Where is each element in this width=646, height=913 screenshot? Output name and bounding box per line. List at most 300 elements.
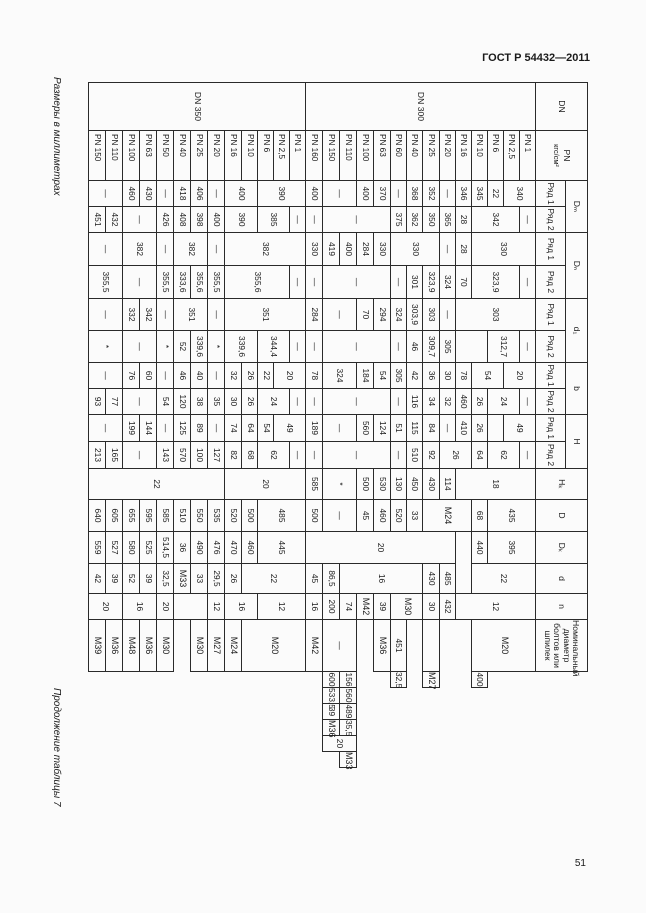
header-row2: Ряд 2: [536, 331, 566, 363]
pn-cell: PN 60: [391, 131, 407, 181]
cell-hk: 20: [306, 532, 456, 564]
header-dm: Dₘ: [566, 181, 588, 233]
table-row: [306, 83, 323, 768]
cell-dk: 451: [391, 620, 407, 672]
cell-D: 500: [242, 500, 258, 532]
cell-b1: —: [157, 363, 174, 389]
header-d-hole: d: [536, 564, 588, 594]
cell-b1: 26: [472, 389, 488, 415]
cell-D: 485: [440, 564, 456, 594]
cell-d: 52: [123, 564, 140, 594]
cell-bolt: M24: [423, 500, 472, 532]
cell-b1: 76: [123, 363, 140, 389]
cell-dm1: —: [157, 181, 174, 207]
cell-h1: 64: [472, 442, 488, 469]
cell-h1: —: [89, 415, 123, 442]
cell-b2: 26: [242, 389, 258, 415]
table-body: [89, 83, 536, 768]
cell-dm1: 370: [374, 181, 391, 207]
pn-cell: PN 16: [456, 131, 472, 181]
cell-bolt: M33: [340, 751, 357, 767]
header-b: b: [566, 363, 588, 415]
cell-b1: 22: [258, 363, 274, 389]
cell-dm2: 398: [191, 207, 208, 233]
cell-b1: 36: [423, 363, 440, 389]
cell-d11: 294: [374, 299, 391, 331]
cell-d12: 344,4: [258, 331, 290, 363]
pn-cell: PN 100: [357, 131, 374, 181]
table-row: [357, 83, 374, 768]
pn-cell: PN 110: [340, 131, 357, 181]
cell-d: 30: [423, 594, 440, 620]
cell-D: 485: [258, 500, 306, 532]
cell-dn2: 355,5: [89, 266, 123, 299]
table-row: [440, 83, 456, 768]
cell-h2: 68: [242, 442, 258, 469]
cell-d11: 351: [225, 299, 306, 331]
cell-D: 605: [106, 500, 123, 532]
table-row: [174, 83, 191, 768]
cell-dn2: 324: [323, 363, 357, 389]
cell-dn1: 330: [391, 233, 440, 266]
cell-dn1: 330: [374, 233, 391, 266]
cell-d: 26: [440, 442, 472, 469]
cell-dm2: 362: [407, 207, 423, 233]
cell-bolt: M27: [423, 672, 440, 688]
cell-h2: —: [290, 442, 306, 469]
cell-b2: —: [290, 389, 306, 415]
cell-b1: 60: [140, 363, 157, 389]
cell-h1: 84: [423, 415, 440, 442]
cell-b1: —: [208, 363, 225, 389]
cell-d12: 312,7: [488, 331, 520, 363]
table-row: [391, 83, 407, 768]
cell-dn1: —: [440, 233, 456, 266]
cell-dm2: 375: [391, 207, 407, 233]
cell-D: 440: [472, 532, 488, 564]
cell-b2: 35: [208, 389, 225, 415]
cell-D: 585: [157, 500, 174, 532]
cell-b1: 26: [242, 363, 258, 389]
cell-d12: —: [323, 331, 391, 363]
table-row: [123, 83, 140, 768]
cell-d11: 301: [407, 266, 423, 299]
cell-b1: —: [323, 500, 357, 532]
cell-bolt: M27: [208, 620, 225, 672]
cell-dn2: 323,9: [472, 266, 520, 299]
cell-D: 570: [174, 442, 191, 469]
cell-n: 12: [258, 594, 306, 620]
cell-dn1: —: [157, 233, 174, 266]
cell-h2: 213: [89, 442, 106, 469]
header-dn: DN: [536, 83, 588, 131]
cell-b2: 24: [488, 389, 520, 415]
cell-b2: 24: [258, 389, 290, 415]
cell-d11: 342: [140, 299, 157, 331]
cell-b2: 28: [456, 233, 472, 266]
cell-d12: —: [306, 331, 323, 363]
cell-dn1: 330: [306, 233, 323, 266]
cell-dn2: 355,6: [191, 266, 208, 299]
cell-dn2: —: [290, 266, 306, 299]
cell-D: 520: [225, 500, 242, 532]
cell-h2: 62: [258, 442, 290, 469]
cell-h2: —: [306, 442, 323, 469]
cell-d: 45: [306, 564, 323, 594]
cell-dm1: 418: [174, 181, 191, 207]
header-pn-unit: кгс/см²: [552, 144, 562, 167]
units-note-text: Размеры в миллиметрах: [51, 77, 62, 196]
cell-d12: 333,6: [174, 266, 191, 299]
cell-dm2: —: [123, 207, 157, 233]
header-pn: [536, 131, 588, 181]
page-number: 51: [574, 858, 586, 869]
cell-b2: 38: [191, 389, 208, 415]
pn-cell: PN 100: [123, 131, 140, 181]
cell-b1: 32: [225, 363, 242, 389]
cell-dn2: 355,5: [208, 266, 225, 299]
pn-cell: PN 25: [191, 131, 208, 181]
cell-n: 16: [225, 594, 258, 620]
cell-D: 535: [208, 500, 225, 532]
cell-dk: 500: [357, 469, 374, 500]
cell-b1: 54: [374, 363, 391, 389]
pn-cell: PN 20: [440, 131, 456, 181]
cell-b2: 51: [391, 415, 407, 442]
header-dn-col: Dₙ: [566, 233, 588, 299]
cell-hk: 22: [89, 469, 225, 500]
cell-dm1: 400: [357, 181, 374, 207]
cell-bolt: M36: [323, 719, 340, 735]
cell-d12: [456, 331, 488, 363]
cell-dm1: 406: [191, 181, 208, 207]
pn-cell: PN 150: [323, 131, 340, 181]
pn-cell: PN 2,5: [274, 131, 290, 181]
cell-d: 32,5: [157, 564, 174, 594]
cell-d12: *: [89, 331, 123, 363]
cell-bolt: M33: [174, 564, 191, 594]
cell-b1: 22: [488, 181, 504, 207]
cell-d12: —: [123, 331, 157, 363]
cell-n: 20: [323, 735, 357, 751]
header-n: n: [536, 594, 588, 620]
pn-cell: PN 25: [423, 131, 440, 181]
cell-d11: —: [391, 331, 407, 363]
cell-dm2: 451: [89, 207, 106, 233]
header-row1: Ряд 1: [536, 415, 566, 442]
cell-b2: —: [306, 389, 323, 415]
cell-b2: —: [520, 389, 536, 415]
pn-cell: PN 63: [140, 131, 157, 181]
cell-dm1: 340: [504, 181, 536, 207]
cell-dn1: —: [391, 266, 407, 299]
cell-dm2: 365: [440, 207, 456, 233]
cell-dn1: 382: [123, 233, 157, 266]
cell-d12: —: [520, 331, 536, 363]
table-row: [106, 83, 123, 768]
cell-D: 655: [123, 500, 140, 532]
cell-h1: 49: [274, 415, 306, 442]
document-header: ГОСТ Р 54432—2011: [482, 52, 590, 64]
cell-d: 36: [174, 532, 191, 564]
cell-h1: 189: [306, 415, 323, 442]
cell-dn2: —: [306, 266, 323, 299]
header-row2: Ряд 2: [536, 266, 566, 299]
cell-dn1: 382: [225, 233, 306, 266]
cell-dn2: 355,5: [157, 266, 174, 299]
pn-cell: PN 160: [306, 131, 323, 181]
cell-b1: 20: [274, 363, 306, 389]
cell-D: 550: [191, 500, 208, 532]
cell-dk: 490: [191, 532, 208, 564]
cell-b2: 77: [106, 389, 123, 415]
cell-bolt: M36: [374, 620, 391, 672]
cell-n: [423, 620, 440, 672]
cell-h2: 130: [391, 469, 407, 500]
cell-dk: 525: [140, 532, 157, 564]
cell-bolt: M42: [306, 620, 323, 672]
dn-group-label: DN 350: [89, 83, 306, 131]
pn-cell: PN 1: [520, 131, 536, 181]
cell-d12: 303,9: [407, 299, 423, 331]
cell-d11: 332: [123, 299, 140, 331]
cell-h1: 74: [225, 415, 242, 442]
cell-d: 29,5: [208, 564, 225, 594]
cell-dk: 410: [456, 415, 472, 442]
cell-d12: *: [157, 331, 174, 363]
cell-d: 45: [357, 500, 374, 532]
cell-n: 12: [456, 594, 536, 620]
cell-n: [174, 594, 208, 620]
cell-d12: *: [208, 331, 225, 363]
table-row: [290, 83, 306, 768]
cell-h2: 115: [407, 415, 423, 442]
cell-h1: —: [208, 415, 225, 442]
header-row1: Ряд 1: [536, 233, 566, 266]
table-row: [191, 83, 208, 768]
cell-dm2: 400: [340, 233, 357, 266]
cell-dn2: 324: [391, 299, 407, 331]
cell-dk: 476: [208, 532, 225, 564]
cell-d11: —: [157, 299, 174, 331]
pn-cell: PN 20: [208, 131, 225, 181]
pn-cell: PN 2,5: [504, 131, 520, 181]
cell-b2: 34: [423, 389, 440, 415]
pn-cell: PN 50: [157, 131, 174, 181]
cell-d12: 305: [391, 363, 407, 389]
cell-bolt: M20: [472, 620, 536, 672]
cell-dn2: —: [323, 266, 391, 299]
cell-bolt: M30: [191, 620, 208, 672]
cell-dm2: —: [323, 207, 391, 233]
cell-d: 33: [191, 564, 208, 594]
cell-D: 510: [407, 442, 423, 469]
cell-d12: —: [290, 331, 306, 363]
flange-table-rotated: [88, 82, 588, 768]
cell-d11: 303: [456, 299, 536, 331]
pn-cell: PN 40: [174, 131, 191, 181]
cell-dm2: —: [520, 207, 536, 233]
cell-h1: 116: [407, 389, 423, 415]
cell-h1: 120: [174, 389, 191, 415]
cell-h2: 165: [106, 442, 123, 469]
flange-table-frame: [88, 82, 588, 768]
cell-dk: 533,5: [323, 688, 340, 704]
table-row: [520, 83, 536, 768]
cell-dk: 432: [440, 594, 456, 620]
cell-h1: —: [157, 415, 174, 442]
cell-dn2: 355,6: [225, 266, 290, 299]
cell-n: 20: [89, 594, 123, 620]
cell-dm1: —: [208, 181, 225, 207]
cell-dm2: 350: [423, 207, 440, 233]
table-caption-text: Продолжение таблицы 7: [51, 688, 62, 807]
cell-D: 640: [89, 500, 106, 532]
cell-D: 585: [306, 469, 323, 500]
cell-h1: —: [391, 442, 407, 469]
cell-D: 595: [140, 500, 157, 532]
cell-bolt: M36: [106, 620, 123, 672]
cell-d11: 351: [174, 299, 208, 331]
cell-dk: 527: [106, 532, 123, 564]
cell-hk: 20: [225, 469, 306, 500]
cell-dn1: 382: [174, 233, 208, 266]
cell-b2: —: [323, 389, 391, 415]
cell-h2: 100: [191, 442, 208, 469]
cell-dm2: 408: [174, 207, 191, 233]
cell-dm2: 385: [258, 207, 290, 233]
cell-dm1: —: [440, 181, 456, 207]
cell-dn2: —: [123, 266, 157, 299]
cell-dn2: 324: [440, 266, 456, 299]
cell-b2: 86,5: [323, 564, 340, 594]
cell-h1: —: [440, 415, 456, 442]
cell-h2: 114: [440, 469, 456, 500]
cell-b1: 30: [440, 363, 456, 389]
cell-d: 39: [374, 594, 391, 620]
header-dk: Dₖ: [536, 532, 588, 564]
cell-dm1: 390: [258, 181, 306, 207]
cell-h1: 54: [258, 415, 274, 442]
cell-n: 16: [306, 594, 323, 620]
table-row: [407, 83, 423, 768]
cell-h1: 70: [456, 266, 472, 299]
cell-dm2: —: [306, 207, 323, 233]
cell-bolt: M36: [140, 620, 157, 672]
cell-b1: 78: [306, 363, 323, 389]
cell-dk: 450: [407, 469, 423, 500]
cell-dk: 500: [306, 500, 323, 532]
cell-d11: —: [208, 299, 225, 331]
cell-d11: —: [89, 299, 123, 331]
table-row: [374, 83, 391, 768]
cell-d12: 305: [440, 331, 456, 363]
header-row2: Ряд 2: [536, 442, 566, 469]
cell-h2: 68: [472, 500, 488, 532]
cell-h1: 64: [242, 415, 258, 442]
cell-d11: —: [323, 415, 357, 442]
cell-h1: 89: [191, 415, 208, 442]
cell-dm1: 345: [472, 181, 488, 207]
table-row: [456, 83, 472, 768]
cell-dk: 445: [258, 532, 306, 564]
cell-bolt: M24: [225, 620, 242, 672]
cell-b1: 20: [504, 363, 536, 389]
cell-d12: 309,7: [423, 331, 440, 363]
cell-bolt: M39: [89, 620, 106, 672]
cell-dm2: 432: [106, 207, 123, 233]
pn-cell: PN 16: [225, 131, 242, 181]
cell-dn2: —: [520, 266, 536, 299]
cell-d: 33: [407, 500, 423, 532]
cell-b1: 46: [407, 331, 423, 363]
cell-h2: 92: [423, 442, 440, 469]
cell-n: 12: [208, 594, 225, 620]
header-row1: Ряд 1: [536, 299, 566, 331]
table-row: [208, 83, 225, 768]
table-row: [157, 83, 174, 768]
pn-cell: PN 6: [258, 131, 274, 181]
cell-dm1: 400: [225, 181, 258, 207]
cell-bolt: M30: [391, 594, 423, 620]
cell-h2: 78: [456, 363, 472, 389]
cell-dn1: 330: [472, 233, 536, 266]
cell-n: 16: [123, 594, 157, 620]
table-row: [340, 83, 357, 768]
cell-d: 39: [106, 564, 123, 594]
pn-cell: PN 63: [374, 131, 391, 181]
cell-bolt: M20: [242, 620, 306, 672]
cell-dn1: —: [323, 299, 357, 331]
cell-n: 16: [340, 564, 423, 594]
cell-d: 42: [89, 564, 106, 594]
cell-dm2: 400: [208, 207, 225, 233]
cell-b1: 52: [174, 331, 191, 363]
pn-cell: PN 150: [89, 131, 106, 181]
cell-d: 32,5: [391, 672, 407, 688]
cell-b2: 74: [340, 594, 357, 620]
cell-b2: —: [123, 389, 157, 415]
cell-d11: 303: [423, 299, 440, 331]
cell-dk: 460: [374, 500, 391, 532]
cell-d: 22: [242, 564, 306, 594]
cell-D: 520: [391, 500, 407, 532]
cell-dm1: 346: [456, 181, 472, 207]
cell-h1: 49: [504, 415, 536, 442]
cell-d11: 284: [357, 233, 374, 266]
cell-D: 430: [423, 469, 440, 500]
cell-dk: 514,5: [157, 532, 174, 564]
table-row: [140, 83, 157, 768]
cell-b1: 70: [357, 299, 374, 331]
header-row1: Ряд 1: [536, 363, 566, 389]
cell-dk: 559: [89, 532, 106, 564]
cell-h1: 54: [472, 363, 504, 389]
pn-cell: PN 10: [242, 131, 258, 181]
cell-b1: —: [391, 389, 407, 415]
cell-D: 560: [340, 688, 357, 704]
cell-D: 600: [323, 672, 340, 688]
cell-b2: 30: [225, 389, 242, 415]
cell-dk: 510: [174, 500, 191, 532]
cell-dm1: —: [89, 181, 123, 207]
pn-cell: PN 40: [407, 131, 423, 181]
units-note: [51, 77, 76, 196]
header-row2: Ряд 2: [536, 207, 566, 233]
cell-dk: 460: [242, 532, 258, 564]
cell-dm1: 430: [140, 181, 157, 207]
cell-n: 20: [157, 594, 174, 620]
